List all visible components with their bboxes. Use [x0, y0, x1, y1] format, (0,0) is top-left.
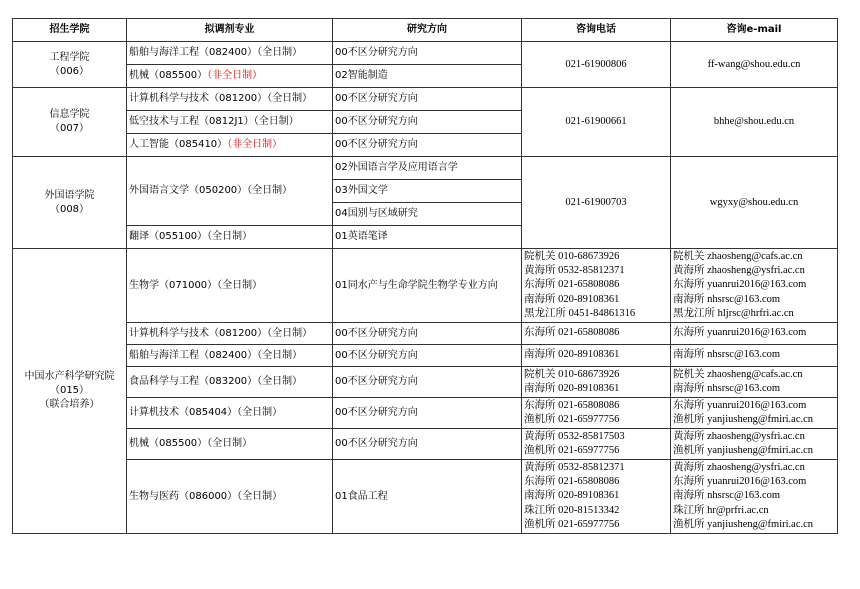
college-cell [13, 249, 127, 534]
table-row [13, 323, 838, 345]
header-college: 招生学院 [13, 19, 127, 42]
direction-cell: 01食品工程 [333, 460, 522, 534]
part-time-label: （非全日制） [227, 139, 283, 150]
email-cell [671, 460, 838, 534]
email-line: 院机关 zhaosheng@cafs.ac.cn [673, 250, 803, 262]
college-note: （联合培养） [39, 399, 100, 410]
phone-line: 院机关 010-68673926 [524, 368, 620, 380]
phone-cell [522, 345, 671, 367]
phone-line: 珠江所 020-81513342 [524, 504, 620, 516]
direction-cell: 00不区分研究方向 [333, 429, 522, 460]
college-cell [13, 88, 127, 157]
email-line: 黄海所 zhaosheng@ysfri.ac.cn [673, 430, 805, 442]
table-row [13, 157, 838, 180]
major-cell: 外国语言文学（050200）（全日制） [127, 157, 333, 226]
email-line: 黄海所 zhaosheng@ysfri.ac.cn [673, 461, 805, 473]
phone-line: 渔机所 021-65977756 [524, 445, 620, 456]
table-row [13, 398, 838, 429]
phone-line: 渔机所 021-65977756 [524, 518, 620, 530]
phone-line: 黄海所 0532-85812371 [524, 265, 625, 277]
major-cell [127, 134, 333, 157]
table-row [13, 345, 838, 367]
major-cell: 船舶与海洋工程（082400）（全日制） [127, 345, 333, 367]
direction-cell: 00不区分研究方向 [333, 88, 522, 111]
table-row [13, 367, 838, 398]
phone-line: 南海所 020-89108361 [524, 349, 620, 361]
phone-line: 东海所 021-65808086 [524, 327, 620, 339]
phone-cell [522, 367, 671, 398]
header-major: 拟调剂专业 [127, 19, 333, 42]
phone-cell: 021-61900661 [522, 88, 671, 157]
phone-cell [522, 249, 671, 323]
phone-cell [522, 429, 671, 460]
phone-line: 黑龙江所 0451-84861316 [524, 307, 636, 319]
college-code: （006） [49, 65, 90, 77]
phone-line: 东海所 021-65808086 [524, 279, 620, 291]
email-line: 东海所 yuanrui2016@163.com [673, 279, 807, 291]
college-cell [13, 157, 127, 249]
direction-cell: 00不区分研究方向 [333, 323, 522, 345]
major-cell: 计算机科学与技术（081200）（全日制） [127, 88, 333, 111]
email-line: 渔机所 yanjiusheng@fmiri.ac.cn [673, 414, 814, 425]
part-time-label: （非全日制） [207, 70, 263, 81]
college-name: 信息学院 [49, 109, 90, 120]
email-cell [671, 367, 838, 398]
college-code: （007） [49, 123, 90, 134]
direction-cell: 04国别与区域研究 [333, 203, 522, 226]
major-cell: 翻译（055100）（全日制） [127, 226, 333, 249]
email-line: 黄海所 zhaosheng@ysfri.ac.cn [673, 265, 805, 277]
email-line: 黑龙江所 hljrsc@hrfri.ac.cn [673, 307, 794, 319]
college-name: 中国水产科学研究院 [24, 371, 115, 382]
email-cell [671, 249, 838, 323]
email-cell: bhhe@shou.edu.cn [671, 88, 838, 157]
email-line: 渔机所 yanjiusheng@fmiri.ac.cn [673, 445, 814, 456]
major-text: 人工智能（085410） [129, 139, 228, 150]
email-cell: ff-wang@shou.edu.cn [671, 42, 838, 88]
phone-cell [522, 460, 671, 534]
college-cell [13, 42, 127, 88]
header-row [13, 19, 838, 42]
phone-line: 南海所 020-89108361 [524, 383, 620, 394]
email-line: 珠江所 hr@prfri.ac.cn [673, 504, 769, 516]
email-line: 东海所 yuanrui2016@163.com [673, 399, 807, 411]
direction-cell: 00不区分研究方向 [333, 398, 522, 429]
table-row [13, 42, 838, 65]
phone-line: 渔机所 021-65977756 [524, 414, 620, 425]
direction-cell: 00不区分研究方向 [333, 345, 522, 367]
direction-cell: 02外国语言学及应用语言学 [333, 157, 522, 180]
major-cell: 船舶与海洋工程（082400）（全日制） [127, 42, 333, 65]
email-line: 南海所 nhsrsc@163.com [673, 293, 781, 305]
major-cell: 计算机科学与技术（081200）（全日制） [127, 323, 333, 345]
phone-line: 南海所 020-89108361 [524, 490, 620, 502]
table-row [13, 88, 838, 111]
email-cell [671, 398, 838, 429]
header-email: 咨询e-mail [671, 19, 838, 42]
major-cell: 食品科学与工程（083200）（全日制） [127, 367, 333, 398]
college-name: 外国语学院 [44, 189, 95, 201]
header-direction: 研究方向 [333, 19, 522, 42]
direction-cell: 03外国文学 [333, 180, 522, 203]
admissions-table [12, 18, 838, 534]
email-line: 南海所 nhsrsc@163.com [673, 383, 781, 394]
email-line: 东海所 yuanrui2016@163.com [673, 476, 807, 488]
major-cell: 计算机技术（085404）（全日制） [127, 398, 333, 429]
email-line: 南海所 nhsrsc@163.com [673, 349, 781, 361]
phone-cell [522, 398, 671, 429]
major-cell: 生物与医药（086000）（全日制） [127, 460, 333, 534]
college-code: （015） [49, 385, 90, 396]
direction-cell: 01英语笔译 [333, 226, 522, 249]
direction-cell: 02智能制造 [333, 65, 522, 88]
email-cell: wgyxy@shou.edu.cn [671, 157, 838, 249]
college-code: （008） [49, 203, 90, 215]
phone-cell: 021-61900703 [522, 157, 671, 249]
direction-cell: 00不区分研究方向 [333, 367, 522, 398]
phone-line: 黄海所 0532-85812371 [524, 461, 625, 473]
phone-cell: 021-61900806 [522, 42, 671, 88]
table-row [13, 460, 838, 534]
phone-line: 院机关 010-68673926 [524, 250, 620, 262]
phone-line: 东海所 021-65808086 [524, 476, 620, 488]
email-line: 东海所 yuanrui2016@163.com [673, 327, 807, 339]
table-row [13, 249, 838, 323]
major-cell: 生物学（071000）（全日制） [127, 249, 333, 323]
email-cell [671, 323, 838, 345]
phone-line: 南海所 020-89108361 [524, 293, 620, 305]
direction-cell: 00不区分研究方向 [333, 134, 522, 157]
email-line: 渔机所 yanjiusheng@fmiri.ac.cn [673, 518, 814, 530]
email-line: 南海所 nhsrsc@163.com [673, 490, 781, 502]
direction-cell: 01同水产与生命学院生物学专业方向 [333, 249, 522, 323]
header-phone: 咨询电话 [522, 19, 671, 42]
table-row [13, 429, 838, 460]
email-cell [671, 345, 838, 367]
email-line: 院机关 zhaosheng@cafs.ac.cn [673, 368, 803, 380]
email-cell [671, 429, 838, 460]
major-text: 机械（085500） [129, 70, 208, 81]
phone-cell [522, 323, 671, 345]
major-cell: 机械（085500）（全日制） [127, 429, 333, 460]
direction-cell: 00不区分研究方向 [333, 111, 522, 134]
phone-line: 东海所 021-65808086 [524, 399, 620, 411]
direction-cell: 00不区分研究方向 [333, 42, 522, 65]
major-cell [127, 65, 333, 88]
phone-line: 黄海所 0532-85817503 [524, 430, 625, 442]
college-name: 工程学院 [49, 51, 90, 63]
major-cell: 低空技术与工程（0812J1）（全日制） [127, 111, 333, 134]
